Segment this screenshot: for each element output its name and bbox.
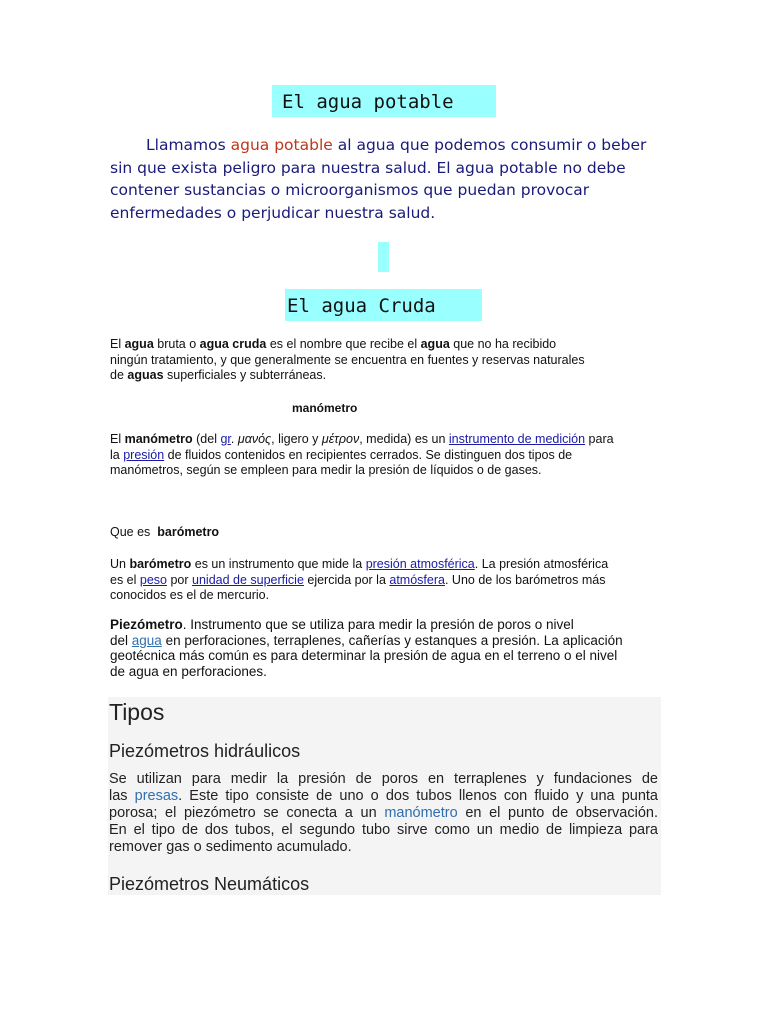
man-t1: El (110, 432, 125, 446)
tipos-p1: Se utilizan para medir la presión de poros en terraplenes y fundaciones de (109, 771, 658, 787)
cruda-b3: agua (420, 337, 450, 351)
baro-t1: Un (110, 557, 130, 571)
man-t8: de fluidos contenidos en recipientes cerrados. Se distinguen dos tipos de (164, 447, 573, 462)
tipos-sub1: Piezómetros hidráulicos (109, 741, 301, 761)
man-t6: para (585, 432, 614, 446)
tipos-p3-pre: porosa; el piezómetro se conecta a un (109, 805, 385, 821)
heading-agua-potable (272, 85, 496, 117)
link-unidad-de-superficie[interactable]: unidad de superficie (192, 572, 304, 587)
baro-t5: por (167, 572, 193, 587)
baro-t7: . Uno de los barómetros más (444, 572, 606, 587)
link-presas[interactable]: presas (134, 788, 179, 804)
intro-line3: contener sustancias o microorganismos que puedan provocar (110, 181, 590, 199)
piezo-t2: del (110, 632, 132, 648)
cyan-marker (378, 242, 389, 272)
manometro-title-text: manómetro (292, 401, 358, 415)
heading-agua-cruda (285, 289, 482, 321)
cruda-t1: El (110, 337, 125, 351)
link-peso[interactable]: peso (139, 572, 167, 587)
man-t7: la (110, 447, 124, 462)
baro-t6: ejercida por la (303, 572, 390, 587)
man-t3: . (230, 432, 238, 446)
baro-q-pre: Que es (110, 525, 158, 539)
link-atmosfera[interactable]: atmósfera (389, 572, 445, 587)
barometro-paragraph (110, 557, 670, 604)
baro-t2: es un instrumento que mide la (191, 557, 366, 571)
manometro-title (292, 401, 357, 417)
cruda-paragraph (110, 337, 670, 384)
link-manometro[interactable]: manómetro (384, 805, 458, 821)
cruda-b2: agua cruda (199, 337, 267, 351)
tipos-p5: remover gas o sedimento acumulado. (109, 839, 352, 855)
tipos-title: Tipos (109, 699, 165, 725)
tipos-sub2: Piezómetros Neumáticos (109, 874, 310, 894)
link-gr[interactable]: gr (220, 432, 231, 446)
heading-agua-cruda-text: El agua Cruda (287, 295, 436, 317)
man-t2: (del (192, 432, 221, 446)
cruda-t4: que no ha recibido (449, 337, 557, 351)
man-t4: , ligero y (271, 432, 322, 446)
piezo-line3: geotécnica más común es para determinar la presión de agua en el terreno o el nivel (110, 648, 618, 663)
piezo-t3: en perforaciones, terraplenes, cañerías y estanques a presión. La aplicación (161, 632, 623, 648)
heading-agua-potable-text: El agua potable (282, 91, 454, 113)
baro-t4: es el (110, 572, 140, 587)
link-agua[interactable]: agua (131, 632, 162, 648)
cruda-b1: agua (124, 337, 154, 351)
intro-line4: enfermedades o perjudicar nuestra salud. (110, 203, 436, 222)
tipos-section (108, 697, 661, 895)
man-b1: manómetro (124, 432, 193, 446)
intro-pre: Llamamos (146, 136, 231, 154)
tipos-p4: En el tipo de dos tubos, el segundo tubo sirve como un medio de limpieza para (109, 822, 658, 838)
intro-line1-rest: al agua que podemos consumir o beber (332, 136, 647, 154)
baro-t3: . La presión atmosférica (474, 557, 609, 571)
baro-line3: conocidos es el de mercurio. (110, 588, 270, 602)
baro-b1: barómetro (129, 557, 192, 571)
intro-paragraph (110, 134, 670, 224)
tipos-p2-pre: las (109, 788, 135, 804)
tipos-paragraph (109, 771, 658, 856)
cruda-t3: es el nombre que recibe el (266, 337, 421, 351)
cruda-line2: ningún tratamiento, y que generalmente se encuentra en fuentes y reservas naturales (110, 352, 585, 367)
man-g2: μέτρον (321, 432, 360, 446)
link-presion-atmosferica[interactable]: presión atmosférica (365, 557, 475, 571)
piezo-b1: Piezómetro (110, 617, 183, 632)
baro-q-bold: barómetro (157, 525, 220, 539)
cruda-t2: bruta o (153, 337, 200, 351)
intro-line2: sin que exista peligro para nuestra salud. El agua potable no debe (110, 158, 626, 177)
piezometro-paragraph (110, 617, 670, 679)
tipos-p2-post: . Este tipo consiste de uno o dos tubos llenos con fluido y una punta (178, 788, 658, 804)
man-line3: manómetros, según se empleen para medir la presión de líquidos o de gases. (110, 463, 542, 477)
intro-highlight: agua potable (230, 136, 333, 154)
piezo-line4: de agua en perforaciones. (110, 663, 267, 679)
manometro-paragraph (110, 432, 670, 479)
man-g1: μανός (237, 432, 272, 446)
link-instrumento-de-medicion[interactable]: instrumento de medición (448, 432, 586, 446)
cruda-b4: aguas (127, 368, 164, 382)
man-t5: , medida) es un (359, 432, 449, 446)
piezo-t1: . Instrumento que se utiliza para medir la presión de poros o nivel (182, 617, 574, 632)
cruda-t5: de (110, 368, 128, 382)
cruda-t6: superficiales y subterráneas. (163, 368, 327, 382)
barometro-question (110, 525, 219, 541)
link-presion[interactable]: presión (123, 447, 165, 462)
tipos-p3-post: en el punto de observación. (457, 805, 659, 821)
